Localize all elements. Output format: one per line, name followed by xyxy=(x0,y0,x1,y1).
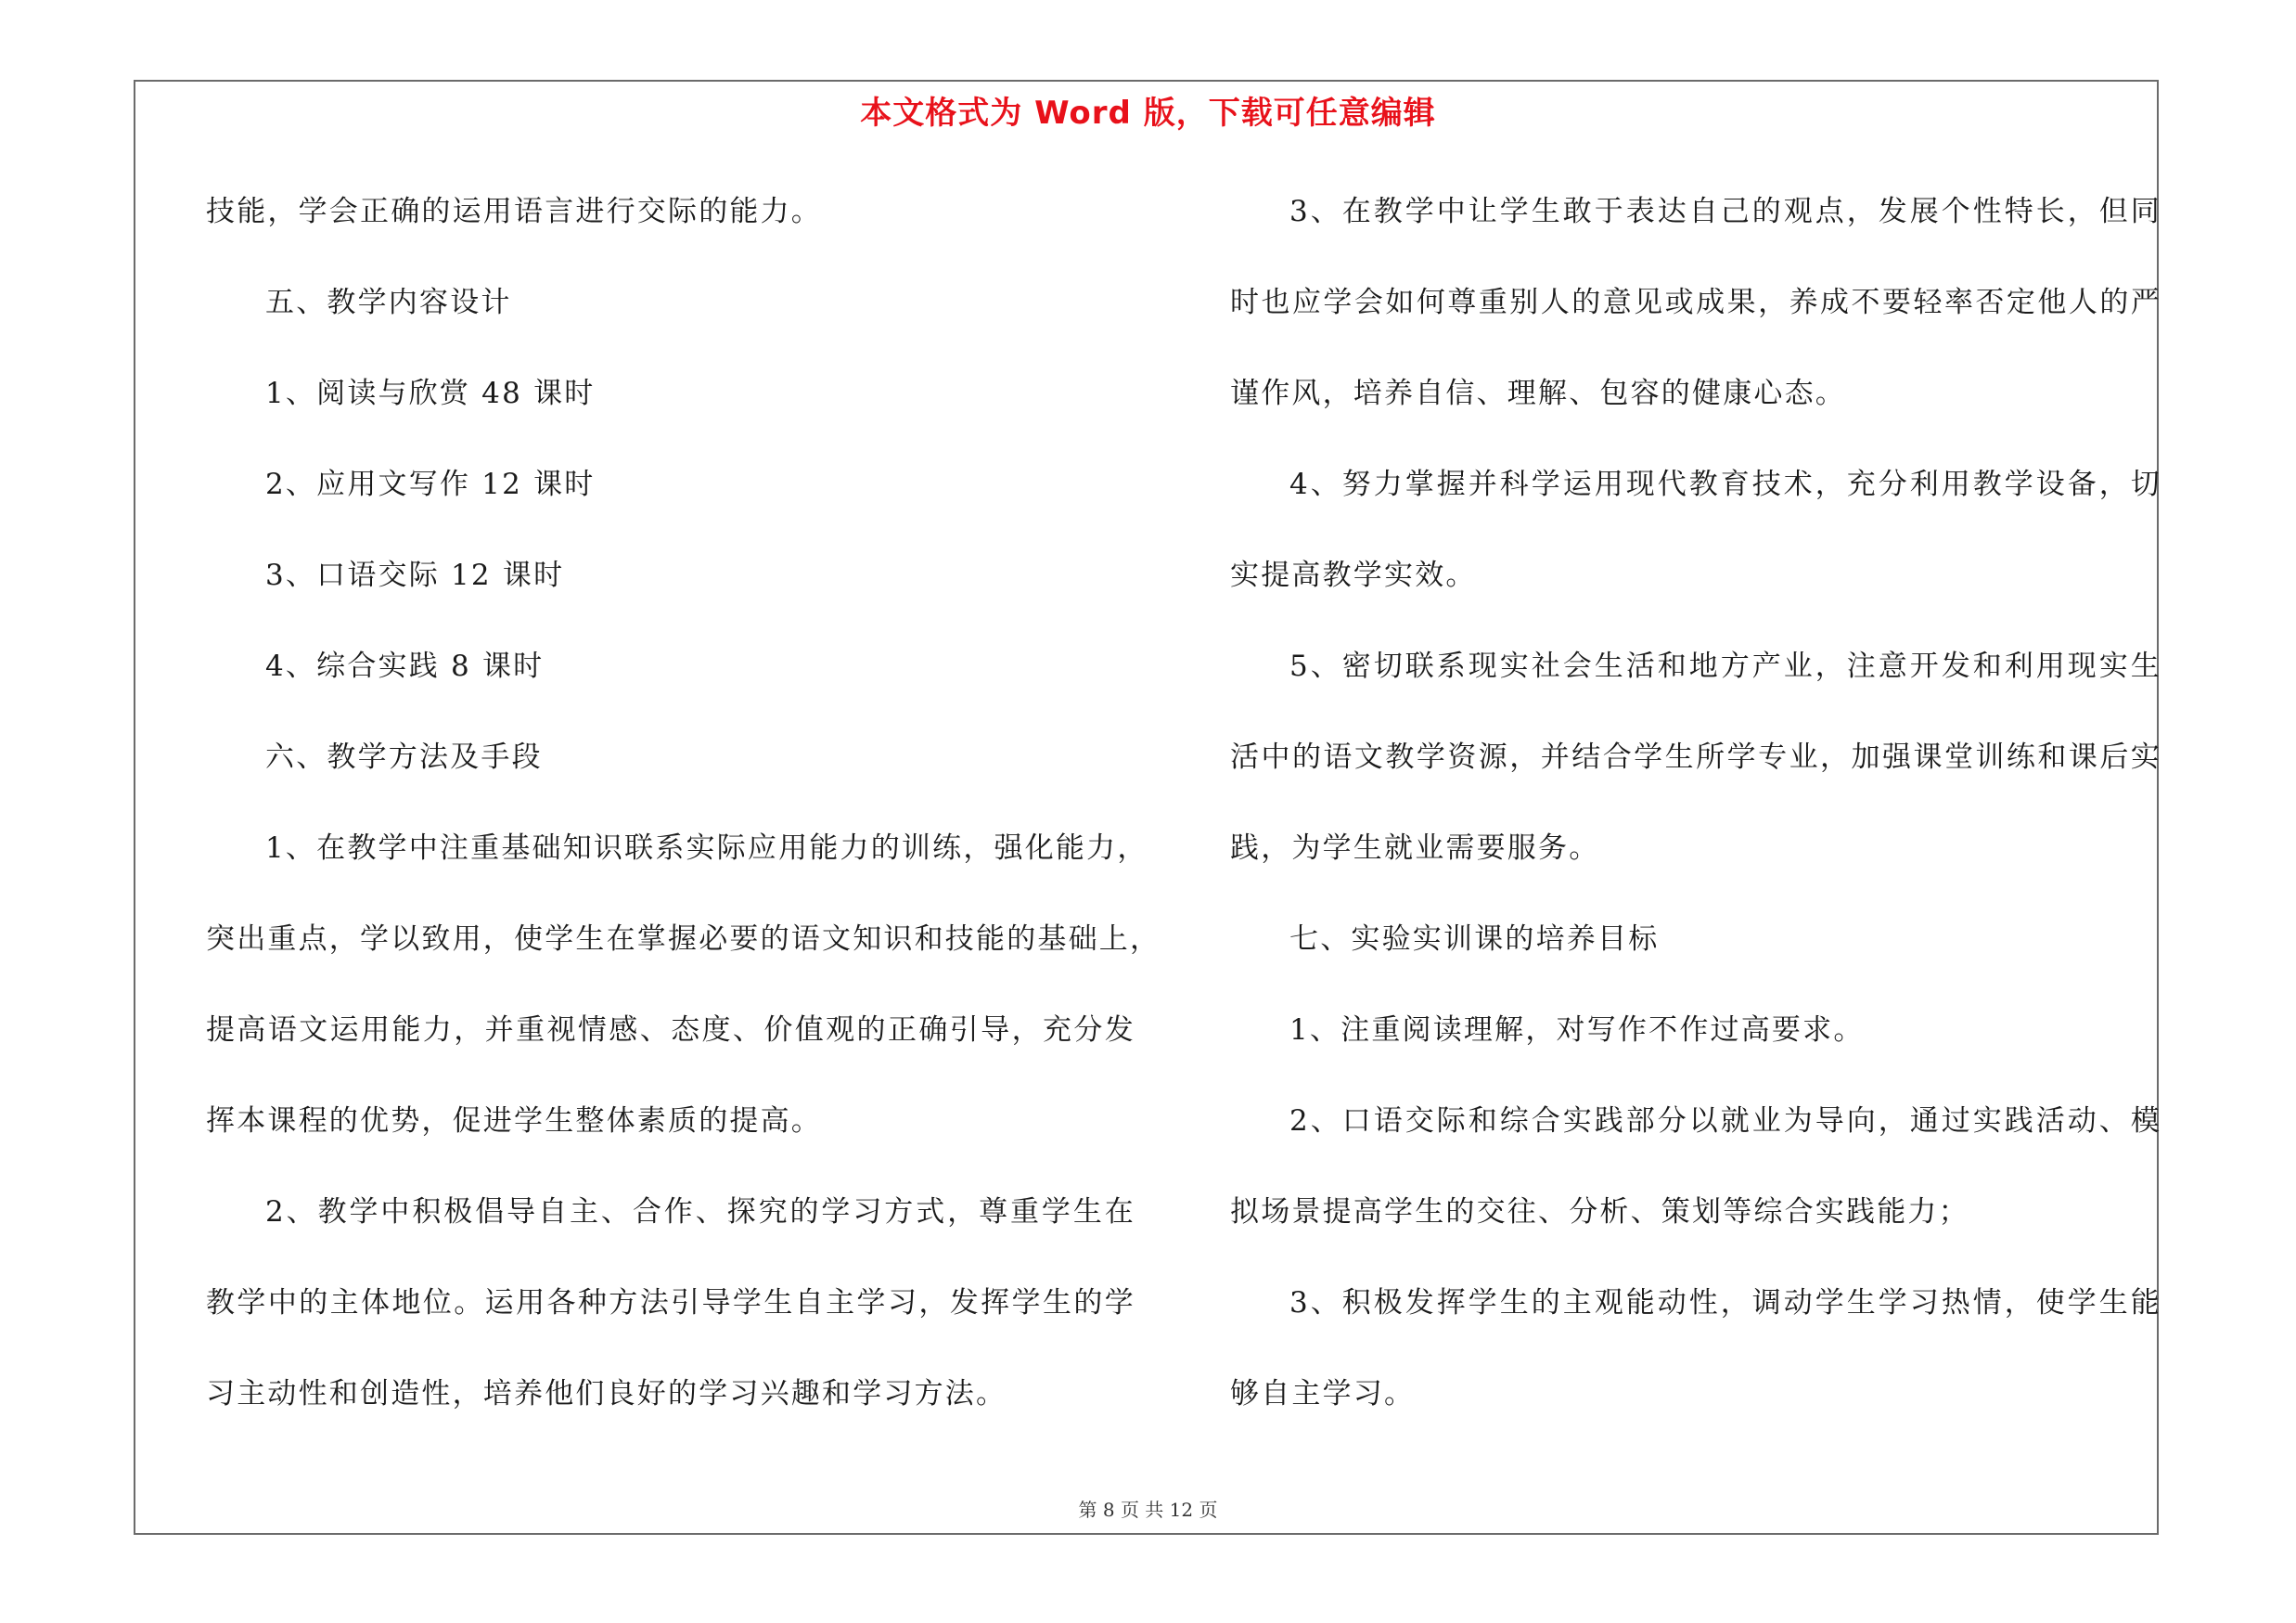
text-line: 提高语文运用能力，并重视情感、态度、价值观的正确引导，充分发 xyxy=(206,1013,1135,1047)
text-line: 挥本课程的优势，促进学生整体素质的提高。 xyxy=(206,1104,822,1138)
text-line: 2、应用文写作 12 课时 xyxy=(265,468,596,501)
text-line: 4、综合实践 8 课时 xyxy=(265,650,545,683)
text-line: 教学中的主体地位。运用各种方法引导学生自主学习，发挥学生的学 xyxy=(206,1286,1135,1320)
text-line: 突出重点，学以致用，使学生在掌握必要的语文知识和技能的基础上， xyxy=(206,922,1161,956)
text-line: 六、教学方法及手段 xyxy=(265,741,543,774)
text-line: 谨作风，培养自信、理解、包容的健康心态。 xyxy=(1230,377,1846,410)
text-line: 七、实验实训课的培养目标 xyxy=(1289,922,1660,956)
text-line: 习主动性和创造性，培养他们良好的学习兴趣和学习方法。 xyxy=(206,1377,1007,1410)
text-line: 技能，学会正确的运用语言进行交际的能力。 xyxy=(206,195,822,228)
page-number-footer: 第 8 页 共 12 页 xyxy=(1078,1499,1218,1521)
text-line: 1、注重阅读理解，对写作不作过高要求。 xyxy=(1289,1013,1865,1047)
text-line: 活中的语文教学资源，并结合学生所学专业，加强课堂训练和课后实 xyxy=(1230,741,2161,774)
text-line: 实提高教学实效。 xyxy=(1230,559,1477,592)
text-line: 4、努力掌握并科学运用现代教育技术，充分利用教学设备，切 xyxy=(1289,468,2161,501)
right-text-column xyxy=(1230,182,2161,1455)
text-line: 拟场景提高学生的交往、分析、策划等综合实践能力； xyxy=(1230,1195,1969,1229)
text-line: 1、阅读与欣赏 48 课时 xyxy=(265,377,596,410)
text-line: 5、密切联系现实社会生活和地方产业，注意开发和利用现实生 xyxy=(1289,650,2161,683)
text-line: 时也应学会如何尊重别人的意见或成果，养成不要轻率否定他人的严 xyxy=(1230,286,2161,319)
text-line: 3、在教学中让学生敢于表达自己的观点，发展个性特长，但同 xyxy=(1289,195,2161,228)
text-line: 践，为学生就业需要服务。 xyxy=(1230,831,1600,865)
text-line: 3、积极发挥学生的主观能动性，调动学生学习热情，使学生能 xyxy=(1289,1286,2161,1320)
text-line: 1、在教学中注重基础知识联系实际应用能力的训练，强化能力， xyxy=(265,831,1148,865)
editable-format-banner: 本文格式为 Word 版，下载可任意编辑 xyxy=(860,95,1436,132)
text-line: 够自主学习。 xyxy=(1230,1377,1416,1410)
left-text-column xyxy=(206,182,1161,1455)
text-line: 2、教学中积极倡导自主、合作、探究的学习方式，尊重学生在 xyxy=(265,1195,1135,1229)
text-line: 3、口语交际 12 课时 xyxy=(265,559,565,592)
text-line: 2、口语交际和综合实践部分以就业为导向，通过实践活动、模 xyxy=(1289,1104,2161,1138)
text-line: 五、教学内容设计 xyxy=(265,286,512,319)
